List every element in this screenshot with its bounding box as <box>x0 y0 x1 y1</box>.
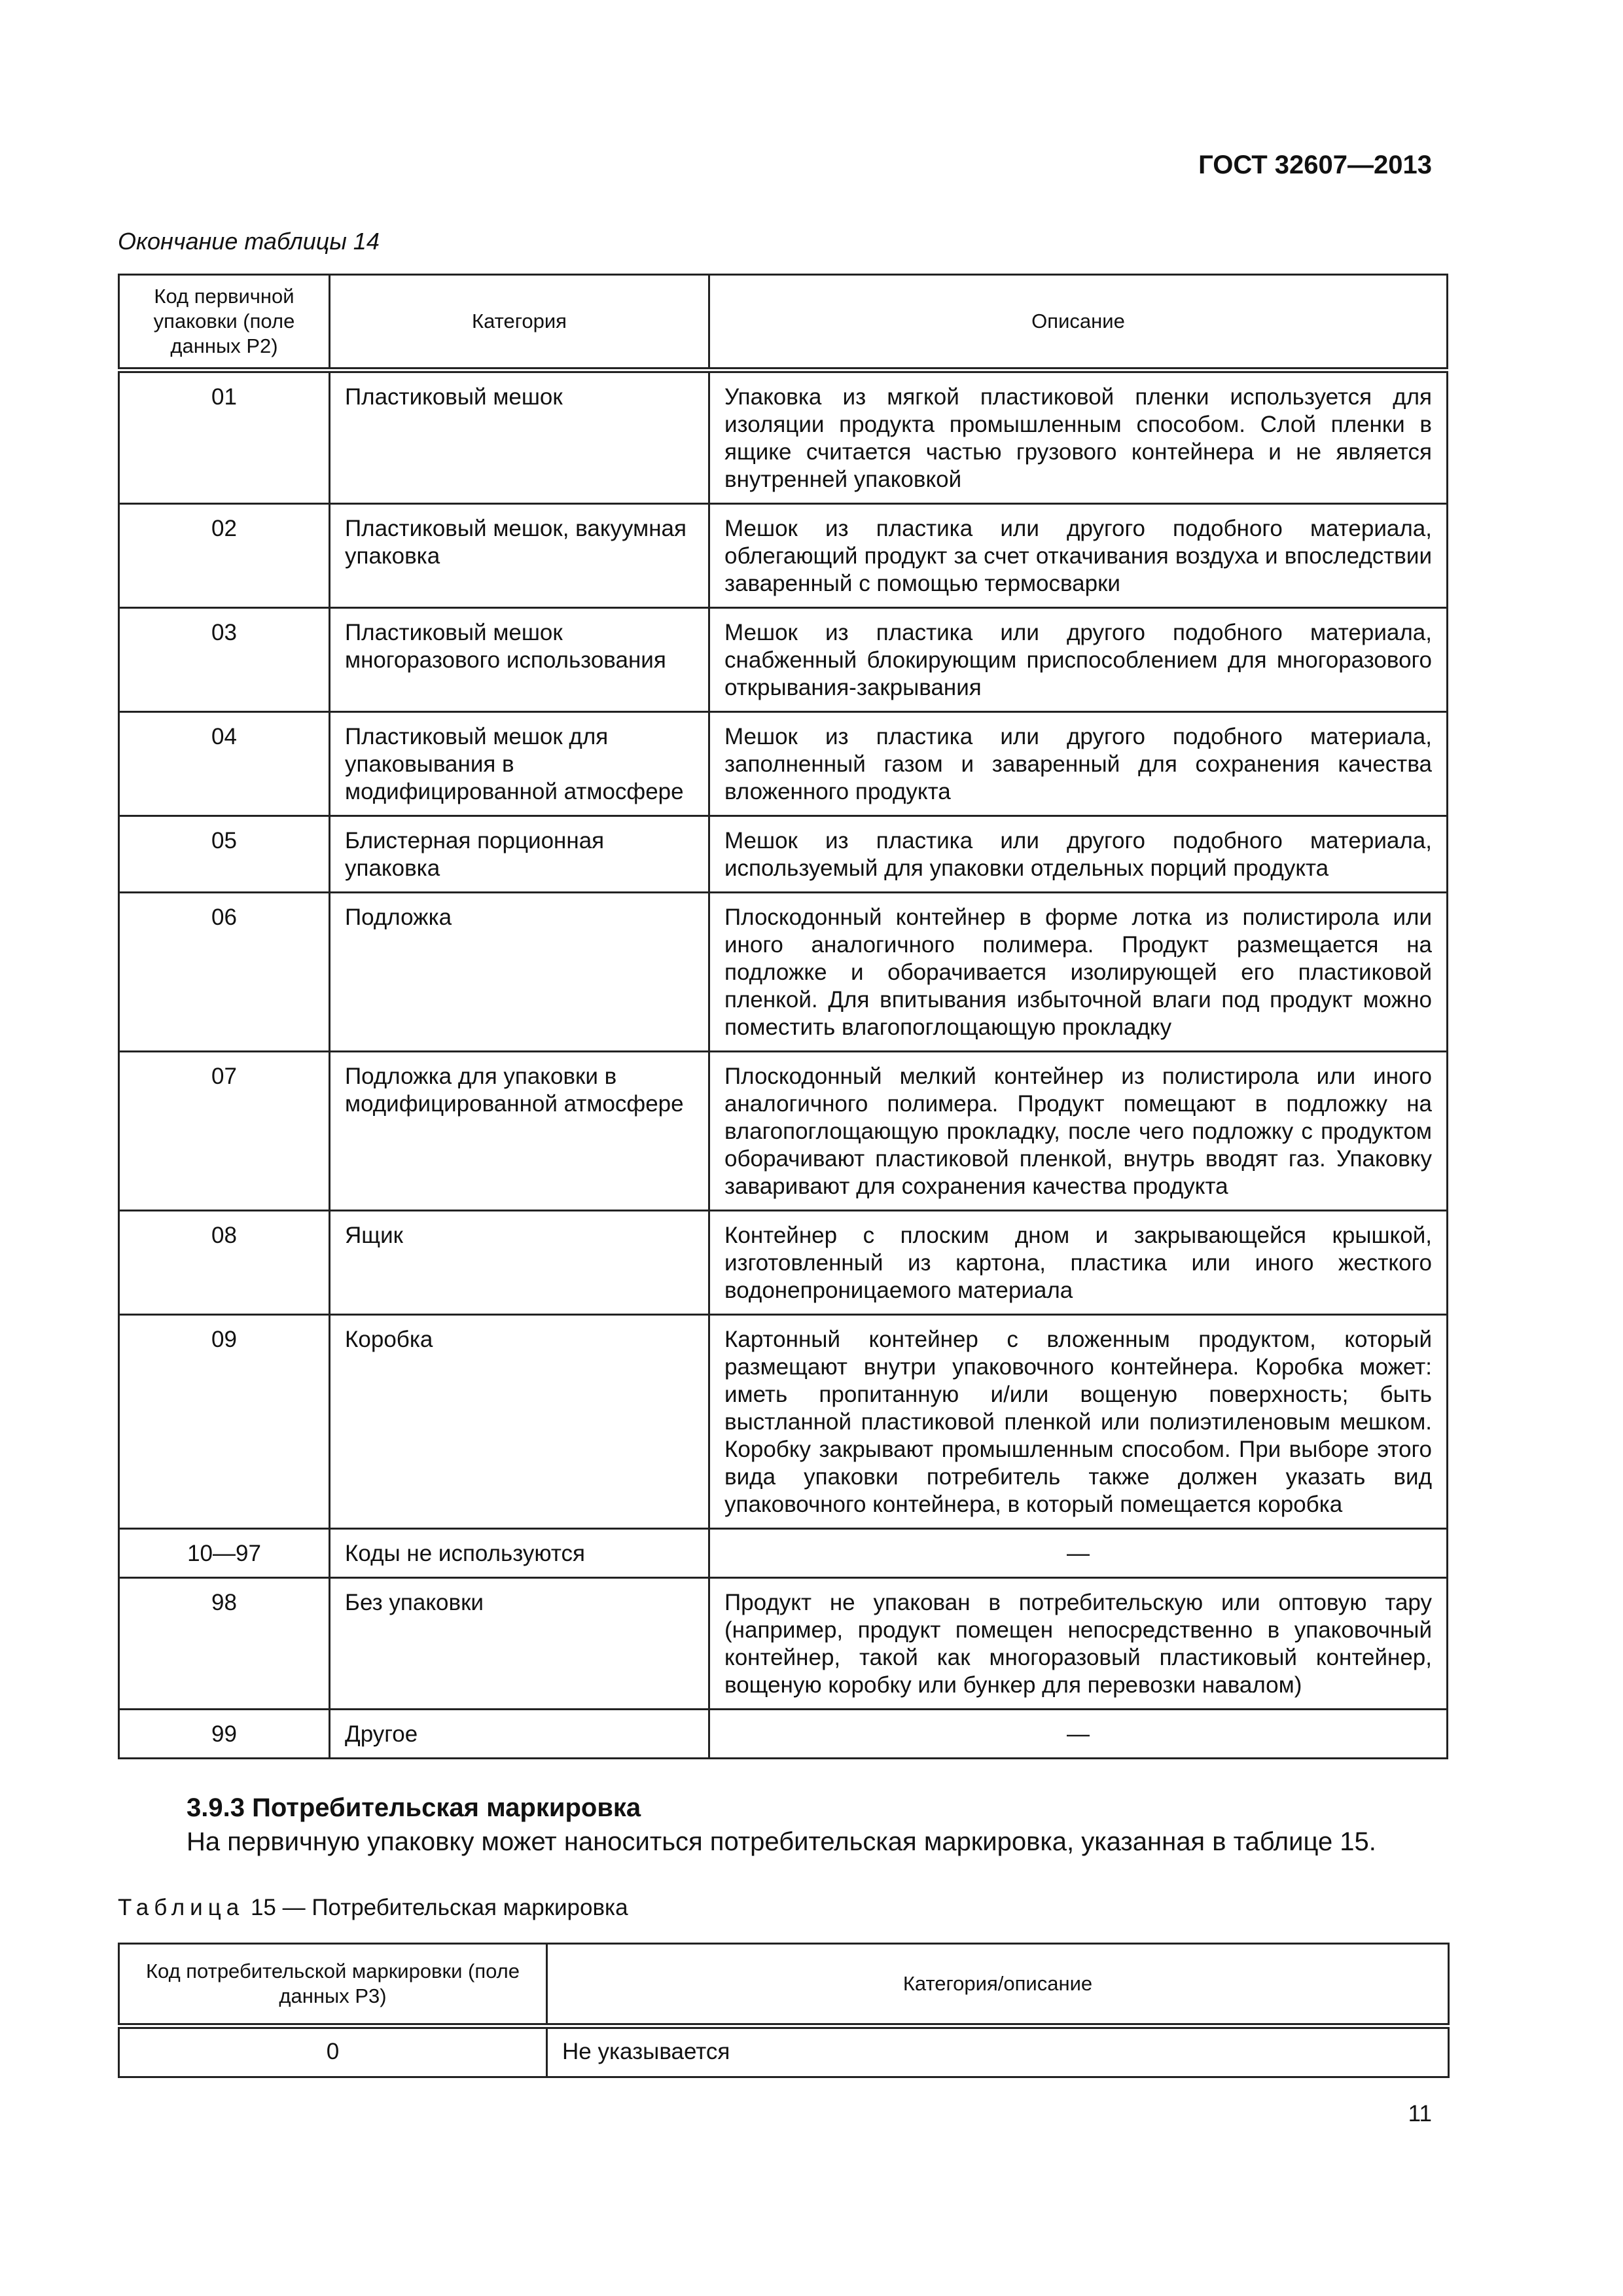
row-category: Подложка <box>330 893 709 1052</box>
row-code: 01 <box>119 370 330 504</box>
table-row <box>119 893 1448 1052</box>
row-description: Продукт не упакован в потребительскую или оптовую тару (например, продукт помещен непосредственно в упаковочный контейнер, такой как многоразовый пластиковый контейнер, вощеную коробку или бункер для перевозки навалом) <box>709 1578 1448 1710</box>
table14-header-row <box>119 275 1448 370</box>
row-category: Без упаковки <box>330 1578 709 1710</box>
row-category: Пластиковый мешок, вакуумная упаковка <box>330 504 709 608</box>
table-row <box>119 1211 1448 1315</box>
row-category: Пластиковый мешок для упаковывания в модифицированной атмосфере <box>330 712 709 816</box>
table-14 <box>118 274 1448 1759</box>
document-standard-code: ГОСТ 32607—2013 <box>1198 151 1432 179</box>
row-code: 98 <box>119 1578 330 1710</box>
row-description: Мешок из пластика или другого подобного материала, используемый для упаковки отдельных порций продукта <box>709 816 1448 893</box>
row-code: 08 <box>119 1211 330 1315</box>
row-category: Другое <box>330 1710 709 1759</box>
row-description: Контейнер с плоским дном и закрывающейся крышкой, изготовленный из картона, пластика или иного жесткого водонепроницаемого материала <box>709 1211 1448 1315</box>
table15-caption-title: 15 — Потребительская маркировка <box>244 1895 628 1920</box>
page-number: 11 <box>1408 2101 1432 2126</box>
table14-col-description: Описание <box>709 275 1448 370</box>
row-code: 02 <box>119 504 330 608</box>
row-code: 07 <box>119 1052 330 1211</box>
table14-col-code: Код первичной упаковки (поле данных Р2) <box>119 275 330 370</box>
table14-caption: Окончание таблицы 14 <box>118 228 380 255</box>
table-row <box>119 1529 1448 1578</box>
row-category: Пластиковый мешок <box>330 370 709 504</box>
row-description: Мешок из пластика или другого подобного материала, снабженный блокирующим приспособлением для многоразового открывания-закрывания <box>709 608 1448 712</box>
table15-header-row <box>119 1944 1449 2026</box>
table14-col-category: Категория <box>330 275 709 370</box>
row-description: Мешок из пластика или другого подобного материала, заполненный газом и заваренный для сохранения качества вложенного продукта <box>709 712 1448 816</box>
row-description: Упаковка из мягкой пластиковой пленки используется для изоляции продукта промышленным способом. Слой пленки в ящике считается частью грузового контейнера и не является внутренней упаковкой <box>709 370 1448 504</box>
table-row <box>119 1052 1448 1211</box>
row-code: 99 <box>119 1710 330 1759</box>
table-row <box>119 816 1448 893</box>
row-code: 03 <box>119 608 330 712</box>
row-description: — <box>709 1710 1448 1759</box>
row-description: Не указывается <box>547 2026 1449 2077</box>
table-row <box>119 504 1448 608</box>
row-code: 10—97 <box>119 1529 330 1578</box>
row-description: Картонный контейнер с вложенным продуктом, который размещают внутри упаковочного контейнера. Коробка может: иметь пропитанную и/или вощеную поверхность; быть выстланной пластиковой пленкой или полиэтиленовым мешком. Коробку закрывают промышленным способом. При выборе этого вида упаковки потребитель также должен указать вид упаковочного контейнера, в который помещается коробка <box>709 1315 1448 1529</box>
row-category: Коробка <box>330 1315 709 1529</box>
table-row <box>119 2026 1449 2077</box>
row-category: Блистерная порционная упаковка <box>330 816 709 893</box>
row-description: — <box>709 1529 1448 1578</box>
table-row <box>119 1710 1448 1759</box>
row-description: Плоскодонный мелкий контейнер из полистирола или иного аналогичного полимера. Продукт помещают в подложку на влагопоглощающую прокладку, после чего подложку с продуктом оборачивают пластиковой пленкой, внутрь вводят газ. Упаковку заваривают для сохранения качества продукта <box>709 1052 1448 1211</box>
table15-col-description: Категория/описание <box>547 1944 1449 2026</box>
table-row <box>119 1315 1448 1529</box>
row-code: 0 <box>119 2026 547 2077</box>
table-row <box>119 712 1448 816</box>
row-code: 04 <box>119 712 330 816</box>
table15-col-code: Код потребительской маркировки (поле данных Р3) <box>119 1944 547 2026</box>
table15-caption-word: Таблица <box>118 1895 245 1920</box>
row-category: Коды не используются <box>330 1529 709 1578</box>
row-category: Ящик <box>330 1211 709 1315</box>
row-description: Мешок из пластика или другого подобного материала, облегающий продукт за счет откачивания воздуха и впоследствии заваренный с помощью термосварки <box>709 504 1448 608</box>
row-code: 06 <box>119 893 330 1052</box>
table-row <box>119 608 1448 712</box>
row-code: 05 <box>119 816 330 893</box>
table-15 <box>118 1943 1450 2078</box>
row-description: Плоскодонный контейнер в форме лотка из полистирола или иного аналогичного полимера. Продукт размещается на подложке и оборачивается изолирующей его пластиковой пленкой. Для впитывания избыточной влаги под продукт можно поместить влагопоглощающую прокладку <box>709 893 1448 1052</box>
row-code: 09 <box>119 1315 330 1529</box>
table15-caption <box>118 1895 628 1921</box>
row-category: Пластиковый мешок многоразового использования <box>330 608 709 712</box>
row-category: Подложка для упаковки в модифицированной атмосфере <box>330 1052 709 1211</box>
section-text: На первичную упаковку может наноситься потребительская маркировка, указанная в таблице 15. <box>187 1827 1376 1856</box>
section-title: 3.9.3 Потребительская маркировка <box>187 1793 641 1822</box>
table-row <box>119 370 1448 504</box>
table-row <box>119 1578 1448 1710</box>
